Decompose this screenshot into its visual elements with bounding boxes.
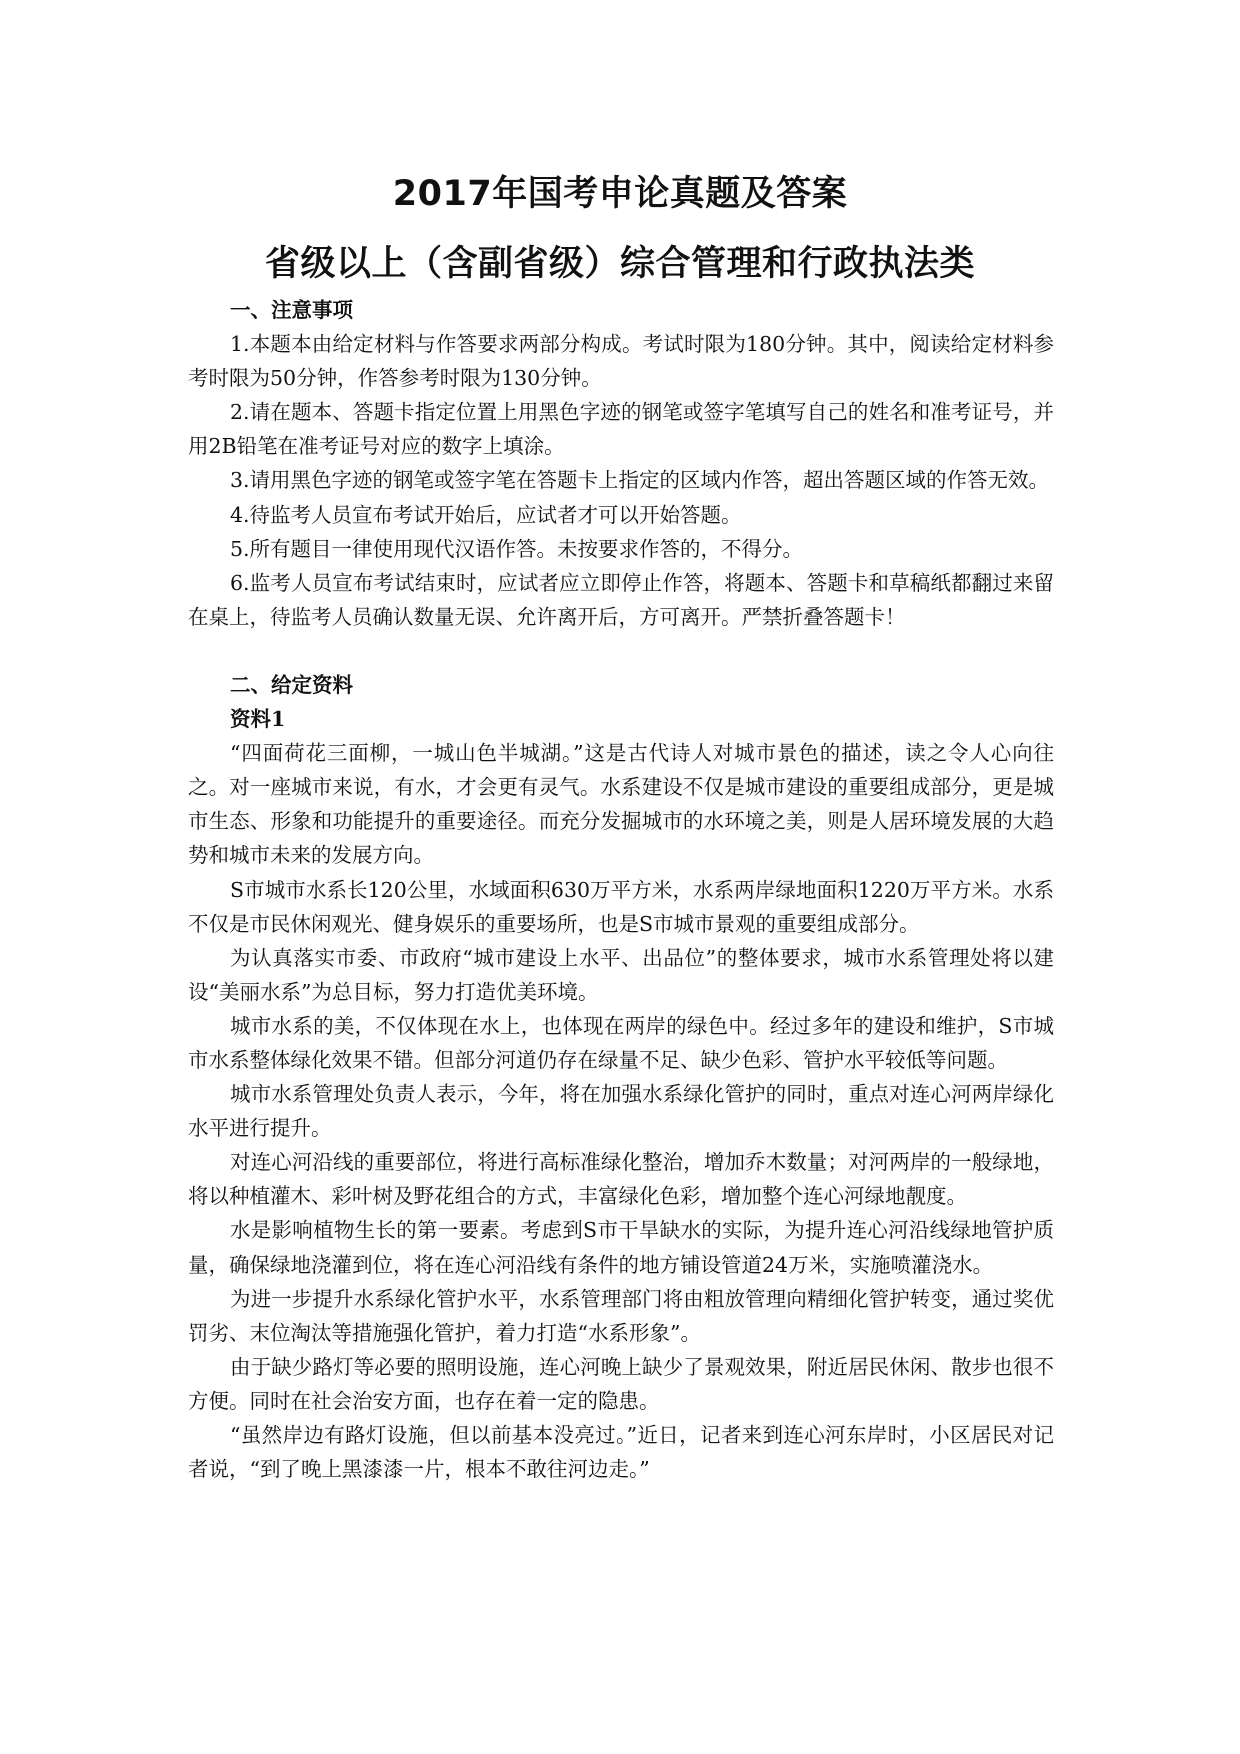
material-paragraph: “四面荷花三面柳，一城山色半城湖。”这是古代诗人对城市景色的描述，读之令人心向往之。对一座城市来说，有水，才会更有灵气。水系建设不仅是城市建设的重要组成部分，更是城市生态、形象和功能提升的重要途径。而充分发掘城市的水环境之美，则是人居环境发展的大趋势和城市未来的发展方向。	[188, 741, 1054, 868]
material-paragraph: 城市水系的美，不仅体现在水上，也体现在两岸的绿色中。经过多年的建设和维护，S市城市水系整体绿化效果不错。但部分河道仍存在绿量不足、缺少色彩、管护水平较低等问题。	[188, 1013, 1054, 1072]
document-subtitle: 省级以上（含副省级）综合管理和行政执法类	[264, 244, 975, 284]
notes-item: 3.请用黑色字迹的钢笔或签字笔在答题卡上指定的区域内作答，超出答题区域的作答无效。	[230, 468, 1050, 493]
notes-item: 6.监考人员宣布考试结束时，应试者应立即停止作答，将题本、答题卡和草稿纸都翻过来留在桌上，待监考人员确认数量无误、允许离开后，方可离开。严禁折叠答题卡！	[188, 570, 1054, 629]
material-label: 资料1	[230, 707, 286, 732]
material-paragraph: 对连心河沿线的重要部位，将进行高标准绿化整治，增加乔木数量；对河两岸的一般绿地，将以种植灌木、彩叶树及野花组合的方式，丰富绿化色彩，增加整个连心河绿地靓度。	[188, 1150, 1054, 1209]
material-paragraph: 由于缺少路灯等必要的照明设施，连心河晚上缺少了景观效果，附近居民休闲、散步也很不方便。同时在社会治安方面，也存在着一定的隐患。	[188, 1354, 1054, 1413]
material-paragraph: “虽然岸边有路灯设施，但以前基本没亮过。”近日，记者来到连心河东岸时，小区居民对记者说，“到了晚上黑漆漆一片，根本不敢往河边走。”	[188, 1423, 1054, 1482]
document-title: 2017年国考申论真题及答案	[392, 174, 848, 214]
notes-item: 5.所有题目一律使用现代汉语作答。未按要求作答的，不得分。	[230, 536, 804, 561]
material-paragraph: 为认真落实市委、市政府“城市建设上水平、出品位”的整体要求，城市水系管理处将以建设“美丽水系”为总目标，努力打造优美环境。	[188, 945, 1054, 1004]
material-paragraph: 水是影响植物生长的第一要素。考虑到S市干旱缺水的实际，为提升连心河沿线绿地管护质量，确保绿地浇灌到位，将在连心河沿线有条件的地方铺设管道24万米，实施喷灌浇水。	[188, 1218, 1054, 1277]
section-spacer	[188, 634, 1054, 668]
notes-item: 1.本题本由给定材料与作答要求两部分构成。考试时限为180分钟。其中，阅读给定材料参考时限为50分钟，作答参考时限为130分钟。	[188, 332, 1054, 391]
document-body	[188, 293, 1054, 1486]
notes-item: 2.请在题本、答题卡指定位置上用黑色字迹的钢笔或签字笔填写自己的姓名和准考证号，并用2B铅笔在准考证号对应的数字上填涂。	[188, 400, 1054, 459]
section-heading-notes: 一、注意事项	[230, 298, 353, 322]
material-paragraph: S市城市水系长120公里，水域面积630万平方米，水系两岸绿地面积1220万平方米。水系不仅是市民休闲观光、健身娱乐的重要场所，也是S市城市景观的重要组成部分。	[188, 877, 1054, 936]
material-paragraph: 城市水系管理处负责人表示，今年，将在加强水系绿化管护的同时，重点对连心河两岸绿化水平进行提升。	[188, 1082, 1054, 1141]
section-heading-materials: 二、给定资料	[230, 672, 353, 697]
material-paragraph: 为进一步提升水系绿化管护水平，水系管理部门将由粗放管理向精细化管护转变，通过奖优罚劣、末位淘汰等措施强化管护，着力打造“水系形象”。	[188, 1286, 1054, 1345]
notes-item: 4.待监考人员宣布考试开始后，应试者才可以开始答题。	[230, 502, 742, 527]
